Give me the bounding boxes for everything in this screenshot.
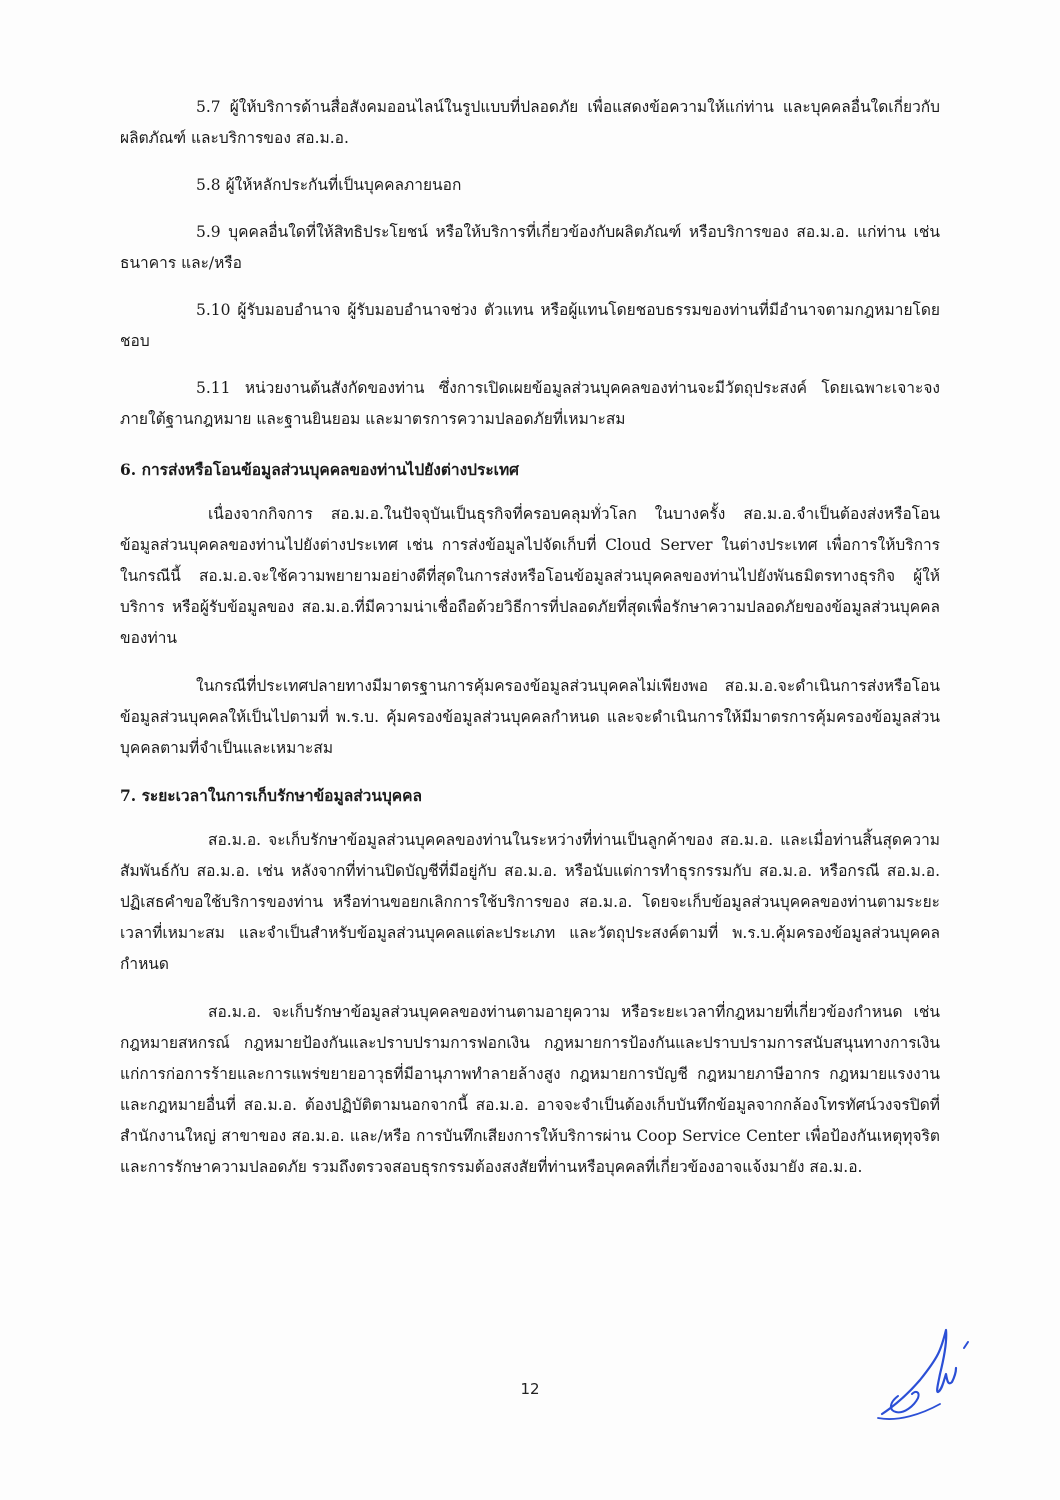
document-body <box>120 92 940 1200</box>
section-7-heading: 7. ระยะเวลาในการเก็บรักษาข้อมูลส่วนบุคคล <box>120 786 423 805</box>
list-item-5-11: 5.11 หน่วยงานต้นสังกัดของท่าน ซึ่งการเปิดเผยข้อมูลส่วนบุคคลของท่านจะมีวัตถุประสงค์ โดยเฉพาะเจาะจง ภายใต้ฐานกฎหมาย และฐานยินยอม และมาตรการความปลอดภัยที่เหมาะสม <box>120 379 940 428</box>
section-7-paragraph-1: สอ.ม.อ. จะเก็บรักษาข้อมูลส่วนบุคคลของท่านในระหว่างที่ท่านเป็นลูกค้าของ สอ.ม.อ. และเมื่อท่านสิ้นสุดความสัมพันธ์กับ สอ.ม.อ. เช่น หลังจากที่ท่านปิดบัญชีที่มีอยู่กับ สอ.ม.อ. หรือนับแต่การทำธุรกรรมกับ สอ.ม.อ. หรือกรณี สอ.ม.อ. ปฏิเสธคำขอใช้บริการของท่าน หรือท่านขอยกเลิกการใช้บริการของ สอ.ม.อ. โดยจะเก็บข้อมูลส่วนบุคคลของท่านตามระยะเวลาที่เหมาะสม และจำเป็นสำหรับข้อมูลส่วนบุคคลแต่ละประเภท และวัตถุประสงค์ตามที่ พ.ร.บ.คุ้มครองข้อมูลส่วนบุคคลกำหนด <box>120 831 940 973</box>
section-7-paragraph-2: สอ.ม.อ. จะเก็บรักษาข้อมูลส่วนบุคคลของท่านตามอายุความ หรือระยะเวลาที่กฎหมายที่เกี่ยวข้องกำหนด เช่น กฎหมายสหกรณ์ กฎหมายป้องกันและปราบปรามการฟอกเงิน กฎหมายการป้องกันและปราบปรามการสนับสนุนทางการเงินแก่การก่อการร้ายและการแพร่ขยายอาวุธที่มีอานุภาพทำลายล้างสูง กฎหมายการบัญชี กฎหมายภาษีอากร กฎหมายแรงงาน และกฎหมายอื่นที่ สอ.ม.อ. ต้องปฏิบัติตามนอกจากนี้ สอ.ม.อ. อาจจะจำเป็นต้องเก็บบันทึกข้อมูลจากกล้องโทรทัศน์วงจรปิดที่สำนักงานใหญ่ สาขาของ สอ.ม.อ. และ/หรือ การบันทึกเสียงการให้บริการผ่าน Coop Service Center เพื่อป้องกันเหตุทุจริตและการรักษาความปลอดภัย รวมถึงตรวจสอบธุรกรรมต้องสงสัยที่ท่านหรือบุคคลที่เกี่ยวข้องอาจแจ้งมายัง สอ.ม.อ. <box>120 1003 940 1176</box>
page-number: 12 <box>520 1380 540 1398</box>
list-item-5-7: 5.7 ผู้ให้บริการด้านสื่อสังคมออนไลน์ในรูปแบบที่ปลอดภัย เพื่อแสดงข้อความให้แก่ท่าน และบุคคลอื่นใดเกี่ยวกับผลิตภัณฑ์ และบริการของ สอ.ม.อ. <box>120 98 940 147</box>
list-item-5-10: 5.10 ผู้รับมอบอำนาจ ผู้รับมอบอำนาจช่วง ตัวแทน หรือผู้แทนโดยชอบธรรมของท่านที่มีอำนาจตามกฎหมายโดยชอบ <box>120 301 940 350</box>
list-item-5-9: 5.9 บุคคลอื่นใดที่ให้สิทธิประโยชน์ หรือให้บริการที่เกี่ยวข้องกับผลิตภัณฑ์ หรือบริการของ สอ.ม.อ. แก่ท่าน เช่น ธนาคาร และ/หรือ <box>120 223 940 272</box>
signature-icon <box>868 1318 978 1428</box>
section-6-paragraph-2: ในกรณีที่ประเทศปลายทางมีมาตรฐานการคุ้มครองข้อมูลส่วนบุคคลไม่เพียงพอ สอ.ม.อ.จะดำเนินการส่งหรือโอนข้อมูลส่วนบุคคลให้เป็นไปตามที่ พ.ร.บ. คุ้มครองข้อมูลส่วนบุคคลกำหนด และจะดำเนินการให้มีมาตรการคุ้มครองข้อมูลส่วนบุคคลตามที่จำเป็นและเหมาะสม <box>120 677 940 757</box>
section-6-heading: 6. การส่งหรือโอนข้อมูลส่วนบุคคลของท่านไปยังต่างประเทศ <box>120 460 520 479</box>
section-6-paragraph-1: เนื่องจากกิจการ สอ.ม.อ.ในปัจจุบันเป็นธุรกิจที่ครอบคลุมทั่วโลก ในบางครั้ง สอ.ม.อ.จำเป็นต้องส่งหรือโอนข้อมูลส่วนบุคคลของท่านไปยังต่างประเทศ เช่น การส่งข้อมูลไปจัดเก็บที่ Cloud Server ในต่างประเทศ เพื่อการให้บริการ ในกรณีนี้ สอ.ม.อ.จะใช้ความพยายามอย่างดีที่สุดในการส่งหรือโอนข้อมูลส่วนบุคคลของท่านไปยังพันธมิตรทางธุรกิจ ผู้ให้บริการ หรือผู้รับข้อมูลของ สอ.ม.อ.ที่มีความน่าเชื่อถือด้วยวิธีการที่ปลอดภัยที่สุดเพื่อรักษาความปลอดภัยของข้อมูลส่วนบุคคลของท่าน <box>120 505 940 647</box>
list-item-5-8: 5.8 ผู้ให้หลักประกันที่เป็นบุคคลภายนอก <box>196 176 462 194</box>
